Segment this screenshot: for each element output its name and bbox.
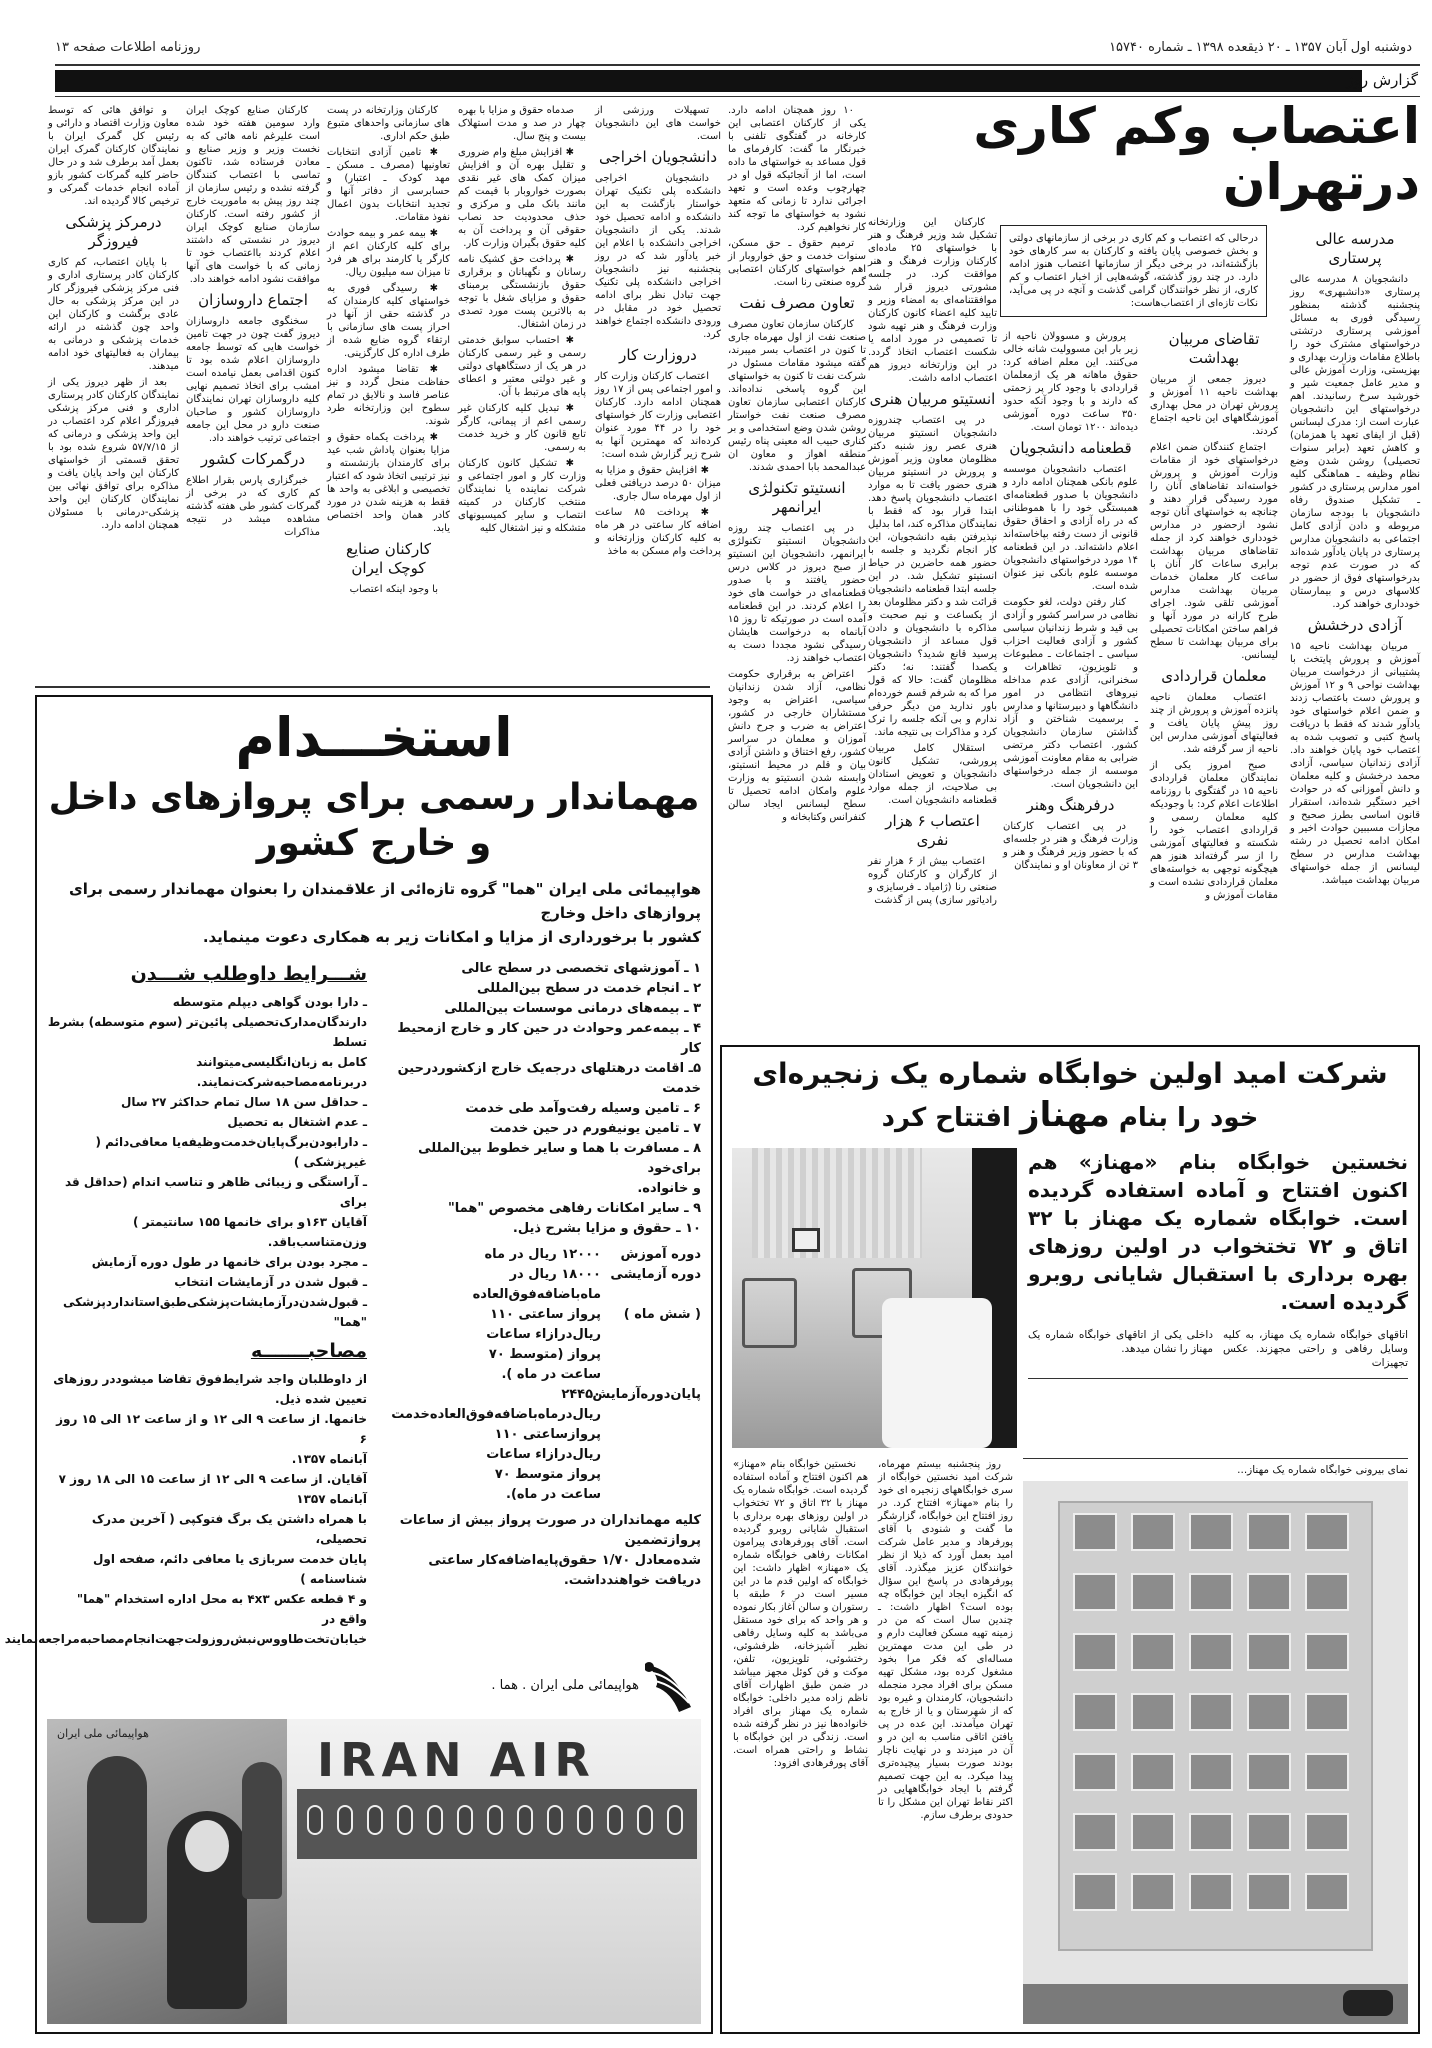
subheading: معلمان قراردادی <box>1161 667 1267 685</box>
article-column <box>1150 325 1278 905</box>
lead-intro-box: درحالی که اعتصاب و کم کاری در برخی از سازمانهای دولتی و بخش خصوصی پایان یافته و کارکنان به سر کارهای خود بازگشته‌اند، در برخی دیگر از سازمانها اعتصاب هنوز ادامه دارد. در چند روز گذشته، گوشه‌هایی از اخبار اعتصاب و کم کاری، از نظر خوانندگان گرامی گذشت و آنچه در پی می‌آید، نکات تازه‌ای از اعتصاب‌هاست: <box>1000 225 1267 317</box>
paragraph: کارکنان این وزارتخانه تشکیل شد وزیر فرهنگ و هنر با خواستهای ۲۵ ماده‌ای کارکنان وزارت فرهنگ و هنر موافقت کرد. در جلسه مشورتی دیروز قرار شد موافقتنامه‌ای به امضاء وزیر و تایید کلیه اعضاء کانون کارکنان وزارت فرهنگ و هنر تهیه شود تا تصمیمی در مورد ادامه یا شکست اعتصاب اتخاذ گردد. در این وزارتخانه دیروز هم اعتصاب ادامه داشت. <box>868 217 997 384</box>
paragraph: ترمیم حقوق ـ حق مسکن، سنوات خدمت و حق خواروبار از اهم خواستهای کارکنان اعتصابی گروه صنعتی رنا است. <box>728 238 866 288</box>
article-column <box>868 216 997 910</box>
hotel-lead-text: نخستین خوابگاه بنام «مهناز» هم اکنون افتتاح و آماده استفاده گردیده است. خوابگاه شماره یک مهناز با ۳۲ اتاق و ۷۲ تختخواب در اولین روزهای بهره برداری با استقبال شایانی روبرو گردیده است. <box>1028 1150 1408 1314</box>
interview-line: خیابان‌تخت‌طاووس‌نبش‌روزولت‌جهت‌انجام‌مصاحبه‌مراجعه‌نمایند <box>4 1632 367 1646</box>
building-window <box>1073 1813 1117 1851</box>
paragraph: دانشجویان ۸ مدرسه عالی پرستاری «دانشبهری» روز پنجشنبه گذشته بمنظور رسیدگی فوری به مسائل آموزشی پرستاری درتشتی درخواستهای مشترک خود را باطلاع مقامات وزارت بهداری و بهزیستی، وزارت آموزش عالی و مدیر عامل جمعیت شیر و خورشید سرخ رسانیدند. اهم درخواستهای این دانشجویان عبارت است از: مدرک لیسانس (قبل از ایفای تعهد یا همزمان) و کاهش تعهد (برابر سنوات تحصیلی) روشن شدن وضع نظام وظیفه ـ هماهنگی کلیه امور مدارس پرستاری در کشور ـ تشکیل صندوق رفاه دانشجویان با بودجه سازمان مربوطه و دادن آزادی کامل اجتماعی به دانشجویان مدارس پرستاری در پایان یادآور شده‌اند که در صورت عدم توجه بدرخواستهای فوق از حضور در کلاسهای درس و بیمارستان خودداری خواهند کرد. <box>1290 274 1420 610</box>
airplane-window <box>547 1805 563 1835</box>
paragraph: ✱ افزایش حقوق و مزایا به میزان ۵۰ درصد دریافتی فعلی از اول مهرماه سال جاری. <box>595 465 721 502</box>
interview-line: آقایان. از ساعت ۹ الی ۱۲ از ساعت ۱۵ الی ۱۸ روز ۷ <box>58 1472 367 1486</box>
paragraph: تسهیلات ورزشی از خواست های این دانشجویان است. <box>595 105 721 142</box>
paragraph: ✱ پرداخت یکماه حقوق و مزایا بعنوان پاداش شب عید برای کارمندان بازنشسته و نیز ترتیبی اتخاذ شود که اعتبار تخصیصی و ابلاغی به واحد ها فقط به هزینه شدن در مورد کادر همان واحد اختصاص یابد. <box>327 432 450 534</box>
building-window <box>1247 1573 1291 1611</box>
salary-row <box>381 1325 701 1345</box>
ad-salary-table <box>381 1245 701 1505</box>
subheading: تقاضای مربیان بهداشت <box>1168 330 1260 367</box>
salary-row <box>381 1245 701 1265</box>
article-column <box>1003 330 1138 875</box>
divider <box>35 686 710 688</box>
salary-value: پرواز ساعتی ۱۱۰ <box>490 1307 601 1322</box>
interview-line: تعیین شده ذیل. <box>275 1392 367 1406</box>
benefit-item: ۷ ـ تامین یونیفورم در حین خدمت <box>489 1121 701 1136</box>
building-window <box>1189 1873 1233 1911</box>
salary-value: ساعت در ماه ). <box>501 1367 601 1382</box>
paragraph: کارکنان وزارتخانه در پست های سازمانی واحدهای متبوع طبق حکم اداری. <box>327 105 450 142</box>
airplane-window <box>457 1805 473 1835</box>
paragraph: در پی اعتصاب کارکنان وزارت فرهنگ و هنر در جلسه‌ای که با حضور وزیر فرهنگ و هنر و ۳ تن از معاونان او و نمایندگان <box>1003 821 1138 871</box>
salary-label <box>601 1425 701 1445</box>
headline-part: خود را بنام <box>1118 1103 1259 1133</box>
airplane-window <box>667 1805 683 1835</box>
headline-part: افتتاح کرد <box>881 1103 1011 1133</box>
salary-row <box>381 1445 701 1465</box>
building-window <box>1073 1873 1117 1911</box>
building-window <box>1073 1633 1117 1671</box>
divider <box>1023 1458 1408 1459</box>
benefit-item: ۱۰ ـ حقوق و مزایا بشرح ذیل. <box>512 1221 701 1236</box>
homa-bird-icon <box>645 1657 701 1713</box>
paragraph: در پی اعتصاب چند روزه دانشجویان انستیتو تکنولژی ایرانمهر، دانشجویان این انستیتو از صبح دیروز در کلاس درس حضور یافتند و با صدور قطعنامه‌ای در خواست های خود را اعلام کردند. در این قطعنامه آمده است در صورتیکه تا روز ۱۵ آبانماه به درخواست هایشان رسیدگی نشود مجددا دست به اعتصاب خواهند زد. <box>728 523 866 664</box>
paragraph: با پایان اعتصاب، کم کاری کارکنان کادر پرستاری اداری و فنی مرکز پزشکی فیروزگر کار در این مرکز پزشکی به حال عادی برگشت و کارکنان این واحد چون گذشته در ارائه خدمات پزشکی و درمانی به بیماران به فعالیتهای خود ادامه میدهند. <box>48 257 179 372</box>
airplane-window <box>307 1805 323 1835</box>
salary-value: پرواز (متوسط ۷۰ <box>488 1347 601 1362</box>
paragraph: ✱ رسیدگی فوری به خواستهای کلیه کارمندان که در گذشته حقی از آنها در احراز پست های سازمانی با ارتقاء گروه ضایع شده از طرف اداره کل کارگزینی. <box>327 283 450 359</box>
interview-line: و ۴ قطعه عکس ۴x۳ به محل اداره استخدام "هما" واقع در <box>76 1592 367 1626</box>
paragraph: ✱ تبدیل کلیه کارکنان غیر رسمی اعم از پیمانی، کارگر تابع قانون کار و خرید خدمت به رسمی. <box>458 403 586 453</box>
hotel-top-row <box>732 1148 1408 1448</box>
paragraph: اعتصاب کارکنان وزارت کار و امور اجتماعی پس از ۱۷ روز همچنان ادامه دارد. کارکنان اعتصابی وزارت کار خواستهای خود را در ۴۴ مورد عنوان کرده‌اند که مهمترین آنها به شرح زیر گزارش شده است: <box>595 371 721 460</box>
building-window <box>1073 1753 1117 1791</box>
salary-label <box>601 1325 701 1345</box>
interview-line: از داوطلبان واجد شرایط‌فوق تقاضا میشوددر روزهای <box>53 1372 367 1386</box>
building-window <box>1305 1513 1349 1551</box>
salary-label: پایان‌دوره‌آزمایش <box>592 1387 701 1402</box>
subheading: درفرهنگ وهنر <box>1026 796 1115 814</box>
article-column <box>327 104 450 599</box>
benefit-item: ۳ ـ بیمه‌های درمانی موسسات بین‌المللی <box>444 1001 701 1016</box>
salary-row <box>381 1265 701 1305</box>
benefit-item: ۵ـ اقامت درهتلهای درجه‌یک خارج ازکشوردرحین خدمت <box>397 1061 701 1096</box>
building-window <box>1305 1573 1349 1611</box>
salary-label <box>601 1345 701 1365</box>
paragraph: ✱ پرداخت ۸۵ ساعت اضافه کار ساعتی در هر ماه به کلیه کارکنان وزارتخانه و پرداخت وام مسکن به ماخذ <box>595 507 721 557</box>
headline-hotel-name: مهناز <box>1020 1095 1110 1135</box>
homa-logo-text: هواپیمائی ملی ایران . هما . <box>491 1677 639 1693</box>
section-label: گزارش روز <box>1346 71 1418 89</box>
paragraph: صبح امروز یکی از نمایندگان معلمان قراردادی ناحیه ۱۵ در گفتگوی با روزنامه اطلاعات اعلام کرد: با وجودیکه کلیه معلمان رسمی و قراردادی اعتصاب خود را شکسته و فعالیتهای آموزشی را از سر گرفته‌اند هنوز هم هیچگونه توجهی به خواسته‌های معلمان قراردادی نشده است و مقامات آموزش و <box>1150 760 1278 901</box>
salary-row <box>381 1485 701 1505</box>
condition-item: ـ آراستگی و زیبائی ظاهر و تناسب اندام (حداقل قد برای <box>64 1175 367 1209</box>
condition-item: دارندگان‌مدارک‌تحصیلی پائین‌تر (سوم متوسطه) بشرط تسلط <box>47 1015 367 1049</box>
subheading: درمرکز پزشکی فیروزگر <box>65 213 162 250</box>
salary-row <box>381 1425 701 1445</box>
article-column <box>48 104 179 535</box>
salary-label: ( شش ماه ) <box>623 1307 701 1322</box>
subheading: دروزارت کار <box>619 346 697 364</box>
condition-item: ـ عدم اشتغال به تحصیل <box>227 1115 367 1129</box>
building-window <box>1131 1873 1175 1911</box>
ad-subtitle: مهماندار رسمی برای پروازهای داخل و خارج کشور <box>48 777 700 864</box>
building-window <box>1073 1513 1117 1551</box>
bed <box>882 1298 992 1448</box>
condition-item: ـ مجرد بودن برای خانمها در طول دوره آزمایش <box>91 1255 367 1269</box>
building-window <box>1131 1633 1175 1671</box>
building-window <box>1189 1693 1233 1731</box>
salary-row <box>381 1345 701 1365</box>
hotel-story-box <box>720 1045 1420 2034</box>
salary-label: دوره آموزش <box>620 1247 701 1262</box>
interview-line: آبانماه ۱۳۵۷. <box>291 1452 367 1466</box>
divider <box>55 64 1420 66</box>
room-photo-caption: داخلی یکی از اتاقهای خوابگاه شماره یک مهناز را نشان میدهد. <box>1028 1329 1213 1355</box>
airplane-window <box>397 1805 413 1835</box>
ad-benefits-column <box>381 959 701 1649</box>
paragraph: دیروز جمعی از مربیان بهداشت ناحیه ۱۱ آموزش و پرورش تهران در محل بهداری آموزشگاههای این ناحیه اجتماع کردند. <box>1150 374 1278 437</box>
article-column <box>595 104 721 561</box>
subheading: آزادی درخشش <box>1307 616 1403 634</box>
building-window <box>1247 1873 1291 1911</box>
paragraph: اعتصاب بیش از ۶ هزار نفر از کارگران و کارکنان گروه صنعتی رنا (ژامیاد ـ فرسایزی و رادیاتور سازی) پس از گذشت <box>868 856 997 906</box>
section-banner <box>55 70 1362 92</box>
room-captions <box>1028 1328 1408 1370</box>
subheading: کارکنان صنایع کوچک ایران <box>346 540 431 577</box>
paragraph: اعتراض به برقراری حکومت نظامی، آزاد شدن زندانیان سیاسی، اعتراض به وجود مستشاران خارجی در کشور، اعتراض به ضرب و جرح دانش آموزان و معلمان در سراسر کشور، رفع اختناق و داشتن آزادی بیان و قلم در محیط انستیتو، وابسته شدن انستیتو به وزارت علوم وامکان ادامه تحصیل تا سطح لیسانس ایجاد سالن کنفرانس وکتابخانه و <box>728 669 866 823</box>
stairway-sign-text: هواپیمائی ملی ایران <box>57 1727 149 1740</box>
building-block <box>1023 1458 1408 2024</box>
paragraph: دانشجویان اخراجی دانشکده پلی تکنیک تهران خواستار بازگشت به این دانشکده و ادامه تحصیل خود شدند. یکی از دانشجویان اخراجی دانشکده با اعلام این خبر یادآور شد که در روز پنجشنبه نیز دانشجویان اخراجی دانشکده پلی تکنیک جهت تبادل نظر برای ادامه تحصیل خود در مقابل در ورودی دانشکده اجتماع خواهند کرد. <box>595 173 721 340</box>
paragraph: ✱ پرداخت حق کشیک نامه رسانان و نگهبانان و برقراری حقوق بازنشستگی برمبنای حقوق و مزایای شغل با توجه به بالاترین پست مورد تصدی در زمان اشتغال. <box>458 254 586 330</box>
subheading: درگمرکات کشور <box>200 450 306 468</box>
article-column <box>458 104 586 538</box>
paragraph: بعد از ظهر دیروز یکی از نمایندگان کارکنان کادر پرستاری اداری و فنی مرکز پزشکی فیروزگر اعلام کرد اعتصاب در این واحد پزشکی و درمانی که از ۵۷/۷/۱۵ شروع شده بود با تحقق قسمتی از خواستهای کارکنان این واحد پایان یافت و مذاکره برای توافق نهائی بین نمایندگان کارکنان این واحد پزشکی-درمانی با مسئولان همچنان ادامه دارد. <box>48 377 179 531</box>
building-window <box>1305 1813 1349 1851</box>
paragraph: کارکنان سازمان تعاون مصرف صنعت نفت از اول مهرماه جاری تا کنون در اعتصاب بسر میبرند، گفته میشود مقامات مسئول در شرکت نفت تا کنون به خواستهای این گروه پاسخی نداده‌اند. کارکنان اعتصابی سازمان تعاون مصرف صنعت نفت خواستار روشن شدن وضع استخدامی و بر کناری حبیب اله معینی پناه رئیس منطقه اهواز و معاون ان عبدالمحمد بابا احمدی شدند. <box>728 319 866 473</box>
article-column <box>728 104 866 827</box>
building-window <box>1131 1693 1175 1731</box>
interview-line: پایان خدمت سربازی یا معافی دائم، صفحه اول شناسنامه ) <box>92 1552 367 1586</box>
airplane-window <box>337 1805 353 1835</box>
building-window <box>1247 1633 1291 1671</box>
condition-item: ـ دارابودن‌برگ‌پایان‌خدمت‌وظیفه‌یا معافی‌دائم ( غیرپزشکی ) <box>95 1135 367 1169</box>
article-column <box>1290 225 1420 890</box>
divider <box>1028 1378 1408 1379</box>
subheading: اجتماع داروسازان <box>198 291 308 309</box>
subheading: اعتصاب ۶ هزار نفری <box>885 812 980 849</box>
ad-title: استخـــدام <box>235 706 513 769</box>
condition-item: ـ حداقل سن ۱۸ سال تمام حداکثر ۲۷ سال <box>120 1095 367 1109</box>
hotel-lead-block <box>1028 1148 1408 1448</box>
hotel-headline-line: شرکت امید اولین خوابگاه شماره یک زنجیره‌ای <box>752 1057 1388 1090</box>
salary-value: ساعت در ماه). <box>506 1487 601 1502</box>
salary-row <box>381 1385 701 1425</box>
pilot-figure <box>87 1756 147 1924</box>
building-window <box>1131 1753 1175 1791</box>
airplane-window <box>427 1805 443 1835</box>
paragraph: ✱ تشکیل کانون کارکنان وزارت کار و امور اجتماعی و شرکت نماینده یا نمایندگان منتخب کارکنان در کمیته انتصاب و سایر کمیسیونهای متشکله و نیز اشتغال کلیه <box>458 458 586 534</box>
hotel-bottom-row <box>732 1458 1408 2024</box>
ad-conditions <box>4 959 367 1649</box>
salary-value: ۱۲۰۰۰ ریال در ماه <box>484 1247 601 1262</box>
salary-value: پرواز متوسط ۷۰ <box>494 1467 601 1482</box>
salary-row <box>381 1365 701 1385</box>
ad-intro-line: کشور با برخورداری از مزایا و امکانات زیر به همکاری دعوت مینماید. <box>202 928 701 946</box>
iran-air-livery-text: IRAN AIR <box>317 1733 596 1787</box>
paragraph: پرورش و مسوولان ناحیه از زیر بار این مسوولیت شانه خالی می‌کنند. این معلم اضافه کرد: حقوق ماهانه هر یک ازمعلمان قراردادی با وجود کار پر زحمتی که دارند و با وجود آنکه حدود ۳۵۰ ساعت دوره آموزشی دیده‌اند ۱۲۰۰ تومان است. <box>1003 331 1138 433</box>
subheading: انستیتو مربیان هنری <box>869 390 996 408</box>
television <box>792 1228 820 1252</box>
overtime-line: شده‌معادل ۱/۷۰ حقوق‌پایه‌اضافه‌کار ساعتی دریافت خواهندداشت. <box>428 1553 701 1588</box>
salary-value: پروازساعتی ۱۱۰ <box>494 1427 601 1442</box>
armchair <box>742 1278 797 1348</box>
salary-label <box>601 1445 701 1465</box>
salary-label <box>601 1365 701 1385</box>
building-window <box>1305 1873 1349 1911</box>
hotel-body-text: روز پنجشنبه بیستم مهرماه، شرکت امید نخستین خوابگاه از سری خوابگاههای زنجیره ای خود را بنام «مهناز» افتتاح کرد. در روز افتتاح این خوابگاه، گزارشگر ما گفت و شنودی با آقای پورفرهاد و مدیر عامل شرکت امید بعمل آورد که ذیلا از نظر خوانندگان عزیز میگذرد. آقای پورفرهادی در پاسخ این سؤال که انگیزه ایجاد این خوابگاه چه بوده است؟ اظهار داشت: ـ چندین سال است که من در زمینه تهیه مسکن فعالیت دارم و در طی این مدت مهمترین مساله‌ای که فکر مرا بخود مشغول کرده بود، مشکل تهیه مسکن برای افراد مجرد منجمله دانشجویان، کارمندان و غیره بود که از شهرستان و یا از خارج به تهران میآمدند. این عده در پی یافتن اتاقی مناسب به این در و آن در میزدند و در نهایت ناچار بودند صورت بسیار پیچیده‌تری پیدا میکرد. به این جهت تصمیم گرفتم با ایجاد خوابگاههایی در اکثر نقاط تهران این مشکل را تا حدودی برطرف سازم. <box>878 1459 1013 1821</box>
fuselage-windows <box>307 1801 697 1841</box>
paragraph: در پی اعتصاب چندروزه دانشجویان انستیتو مربیان هنری عصر روز شنبه دکتر مظلومان معاون وزیر آموزش و پرورش در انستیتو مربیان هنری حضور یافت تا به موارد اعتصاب دانشجویان پاسخ دهد. ابتدا قرار بود که فقط با نمایندگان مذاکره کند، اما بدلیل نپذیرفتن بقیه دانشجویان، این کار انجام نگردید و جلسه با حضور همه حاضرین در حیاط انستیتو تشکیل شد. در این جلسه ابتدا قطعنامه دانشجویان قرائت شد و دکتر مظلومان بعد از یکساعت و نیم صحبت و مذاکره با دانشجویان و دادن قول مساعد از دانشجویان پرسید قانع شدید؟ دانشجویان یکصدا گفتند: نه؛ دکتر مظلومان گفت: حالا که قول مرا که به شرفم قسم خورده‌ام باور ندارید من دیگر حرفی ندارم و بی آنکه جلسه را ترک کرد و مذاکرات بی نتیجه ماند. <box>868 415 997 738</box>
building-window <box>1073 1573 1117 1611</box>
condition-item: ـ قبول‌شدن‌درآزمایشات‌پزشکی‌طبق‌استاندارد‌پزشکی "هما" <box>63 1295 367 1329</box>
benefit-item: ۶ ـ تامین وسیله رفت‌وآمد طی خدمت <box>465 1101 701 1116</box>
interview-title: مصاحبـــــــه <box>250 1340 367 1362</box>
condition-item: کامل به زبان‌انگلیسی‌میتوانند دربرنامه‌مصاحبه‌شرکت‌نمایند. <box>196 1055 367 1089</box>
salary-value: ۲۴۴۵۰ ریال‌درماه‌باضافه‌فوق‌العاده‌خدمت <box>391 1387 601 1422</box>
condition-item: ـ دارا بودن گواهی دیپلم متوسطه <box>172 995 367 1009</box>
paragraph: کارکنان صنایع کوچک ایران وارد سومین هفته خود شده است علیرغم نامه هائی که به نخست وزیر و وزیر صنایع و معادن فرستاده شد، تاکنون تماسی با اعتصاب کنندگان گرفته نشده و رئیس سازمان از چند روز پیش به ماموریت خارج از کشور رفته است. کارکنان سازمان صنایع کوچک ایران دیروز در نشستی که داشتند اعلام کردند بااعتصاب خود تا زمانی که با خواست های آنها موافقت نشود ادامه خواهند داد. <box>186 105 320 285</box>
subheading: مدرسه عالی پرستاری <box>1315 230 1395 267</box>
salary-label <box>601 1465 701 1485</box>
subheading: قطعنامه دانشجویان <box>1009 439 1132 457</box>
hotel-building-photo <box>1023 1481 1408 2024</box>
salary-value: ریال‌درازاء ساعات <box>486 1447 601 1462</box>
paragraph: اجتماع کنندگان ضمن اعلام درخواستهای خود از مقامات وزارت آموزش و پرورش خواسته‌اند تقاضاهای آنان را مورد رسیدگی قرار دهند و چنانچه به خواستهای آنان توجه نشود ازحضور در مدارس خودداری خواهند کرد از جمله تقاضاهای مربیان بهداشت برابری ساعات کار آنان با ساعت کار معلمان خدمات مربیان بهداشت مدارس آموزشی تلقی شود. اجرای طرح کارانه در مورد آنها و فراهم ساختن امکانات تحصیلی برای مربیان بهداشت تا سطح لیسانس. <box>1150 442 1278 661</box>
paragraph: ۱۰ روز همچنان ادامه دارد. یکی از کارکنان اعتصابی این کارخانه در گفتگوی تلفنی با خبرنگار ما گفت: کارفرمای ما قول مساعد به خواستهای ما داده است، اما از آنجائیکه قول او در چهارچوب وعده است و تعهد اجرائی ندارد تا زمانی که متعهد نشود به خواستهای ما توجه کند کار نخواهیم کرد. <box>728 105 866 233</box>
benefit-item: ۴ ـ بیمه‌عمر وحوادث در حین کار و خارج ازمحیط کار <box>397 1021 701 1056</box>
room-photo-caption: اتاقهای خوابگاه شماره یک مهناز، به کلیه وسایل رفاهی و راحتی مجهزند. عکس تجهیزات <box>1223 1329 1408 1369</box>
building-window <box>1189 1633 1233 1671</box>
building-window <box>1247 1513 1291 1551</box>
hotel-body-text: نخستین خوابگاه بنام «مهناز» هم اکنون افتتاح و آماده استفاده گردیده است. خوابگاه شماره یک مهناز با ۳۲ اتاق و ۷۲ تختخواب در اولین روزهای بهره برداری با استقبال شایانی روبرو گردیده است. آقای پورفرهادی پیرامون امکانات رفاهی خوابگاه شماره یک «مهناز» اظهار داشت: این خوابگاه که اولین قدم ما در این مسیر است در ۶ طبقه با رستوران و سالن آغاز بکار نموده و هر واحد که برای خود مستقل می‌باشد به کلیه وسایل رفاهی نظیر آشپزخانه، ظرفشوئی، رختشوئی، تلویزیون، تلفن، موکت و فن کوئل مجهز میباشد در ضمن طبق اظهارات آقای ناظم زاده مدیر داخلی: خوابگاه شماره یک مهناز برای افراد خانواده‌ها نیز در نظر گرفته شده است. زندگی در این خوابگاه با نشاط و راحتی همراه است. آقای پورفرهادی افزود: <box>733 1459 869 1769</box>
interview-line: آبانماه ۱۳۵۷ <box>296 1492 367 1506</box>
paragraph: خبرگزاری پارس بقرار اطلاع کم کاری که در برخی از گمرکات کشور طی هفته گذشته مشاهده میشد در نتیجه مذاکرات <box>186 475 320 538</box>
homa-logo <box>47 1657 701 1713</box>
ad-benefits-list <box>381 959 701 1239</box>
paragraph: اعتصاب معلمان ناحیه پانزده آموزش و پرورش از چند روز پیش پایان یافت و فعالیتهای آموزشی مدارس این ناحیه از سر گرفته شد. <box>1150 692 1278 755</box>
paragraph: ✱ بیمه عمر و بیمه حوادث برای کلیه کارکنان اعم از کارگر یا کارمند برای هر فرد تا میزان سه میلیون ریال. <box>327 228 450 278</box>
salary-label: دوره آزمایشی <box>610 1267 701 1282</box>
building-window <box>1247 1813 1291 1851</box>
ad-intro-line: هواپیمائی ملی ایران "هما" گروه تازه‌ائی از علاقمندان را بعنوان مهماندار رسمی برای پروازهای داخل وخارج <box>69 880 701 922</box>
condition-item: آقایان ۱۶۳و برای خانمها ۱۵۵ سانتیمتر ) وزن‌متناسب‌باقد. <box>133 1215 367 1249</box>
salary-label <box>601 1485 701 1505</box>
conditions-title: شـــرایط داوطلب شـــدن <box>130 963 367 985</box>
paragraph: مربیان بهداشت ناحیه ۱۵ آموزش و پرورش پایتخت با پشتیبانی از درخواست مربیان بهداشت نواحی ۹ و ۱۲ آموزش و پرورش دست باعتصاب زدند و ضمن اعلام خواستهای خود یادآور شدند که فقط با دریافت پاسخ کتبی و تصویب شده به اعتصاب خود پایان خواهند داد. آزادی زندانیان سیاسی، آزادی محمد درخشش و کلیه معلمان و دانش آموزانی که در حوادث اخیر دستگیر شده‌اند، استقرار قانون اساسی بطرز صحیح و مجازات مسببین حوادث اخیر و امکان ادامه تحصیل در رشته بهداشت مدارس در سطح لیسانس از جمله خواستهای مربیان بهداشت میباشد. <box>1290 641 1420 886</box>
paragraph: و توافق هائی که توسط معاون وزارت اقتصاد و دارائی و رئیس کل گمرک ایران با نمایندگان کارکنان گمرک ایران بعمل آمد برطرف شد و در حال حاضر کلیه گمرکات کشور بازو آماده انجام خدمات گمرکی و ترخیص کالا گردیده اند. <box>48 105 179 207</box>
benefit-item: ۱ ـ آموزشهای تخصصی در سطح عالی <box>461 961 701 976</box>
subheading: دانشجویان اخراجی <box>598 148 718 166</box>
subheading: تعاون مصرف نفت <box>739 294 855 312</box>
ad-overtime-note <box>381 1511 701 1591</box>
salary-row <box>381 1465 701 1485</box>
airplane-window <box>517 1805 533 1835</box>
airplane-window <box>577 1805 593 1835</box>
paragraph: سخنگوی جامعه داروسازان دیروز گفت چون در جهت تامین خواست هایی که توسط جامعه داروسازان اعلام شده بود تا کنون اقدامی بعمل نیامده است امشب برای اتخاذ تصمیم نهایی کلیه داروسازان تهران نمایندگان داروسازان کشور و صاحبان صنعت دارو در محل این جامعه اجتماعی ترتیب خواهند داد. <box>186 316 320 444</box>
flight-attendant-face <box>185 1820 229 1872</box>
hotel-body-column <box>733 1458 868 2024</box>
building-window <box>1073 1693 1117 1731</box>
curtain <box>752 1148 922 1258</box>
paragraph: استقلال کامل مربیان پرورشی، تشکیل کانون دانشجویان و تعویض استادان بی صلاحیت، از جمله موارد قطعنامه دانشجویان است. <box>868 743 997 806</box>
hotel-body-column <box>878 1458 1013 2024</box>
building-window <box>1131 1573 1175 1611</box>
building-window <box>1131 1813 1175 1851</box>
benefit-item: ۲ ـ انجام خدمت در سطح بین‌المللی <box>476 981 701 996</box>
ad-body <box>4 959 701 1649</box>
lead-headline: اعتصاب وکم کاری درتهران <box>973 97 1420 211</box>
overtime-line: کلیه مهمانداران در صورت پرواز بیش از ساعات پروازتضمین <box>399 1513 701 1548</box>
salary-value: ریال‌درازاء ساعات <box>486 1327 601 1342</box>
benefit-item: ۸ ـ مسافرت با هما و سایر خطوط بین‌المللی برای‌خود <box>418 1141 701 1176</box>
building-window <box>1305 1753 1349 1791</box>
iranair-ad-box <box>4 695 713 2034</box>
pilot-figure <box>242 1762 282 1899</box>
paragraph: ✱ افزایش مبلغ وام ضروری و تقلیل بهره آن و افزایش میزان کمک های غیر نقدی بصورت خواروبار با قیمت کم مانند بانک ملی و مرکزی و حذف محدودیت حد نصاب حقوقی آن و پرداخت آن به کلیه حقوق بگیران وزارت کار. <box>458 147 586 249</box>
building-windows <box>1073 1513 1363 1943</box>
paragraph: با وجود اینکه اعتصاب <box>349 584 438 595</box>
building-window <box>1189 1813 1233 1851</box>
hotel-room-photo <box>732 1148 1016 1448</box>
paragraph: کنار رفتن دولت، لغو حکومت نظامی در سراسر کشور و آزادی بی قید و شرط زندانیان سیاسی کشور و آزادی فعالیت احزاب سیاسی ـ اجتماعات ـ مطبوعات و تلویزیون، تظاهرات و سخنرانی، آزادی عدم مداخله نیروهای انتظامی در امور دانشگاهها و دبیرستانها و مدارس ـ برسمیت شناختن و آزاد گذاشتن سازمان دانشجویان کشور. اعتصاب دکتر مرتضی ضرابی به مقام معاونت آموزشی موسسه از جمله درخواستهای این دانشجویان است. <box>1003 597 1138 790</box>
article-column <box>186 104 320 542</box>
building-window <box>1189 1753 1233 1791</box>
airplane-window <box>487 1805 503 1835</box>
paragraph: اعتصاب دانشجویان موسسه علوم بانکی همچنان ادامه دارد و دانشجویان با صدور قطعنامه‌ای همبستگی خود را با هموطنانی که در راه آزادی و احقاق حقوق قانونی از دست رفته بپاخاسته‌اند اعلام داشته‌اند. در این قطعنامه ۱۴ مورد درخواستهای دانشجویان موسسه علوم بانکی نیز عنوان شده است. <box>1003 464 1138 592</box>
interview-line: با همراه داشتن یک برگ فتوکپی ( آخرین مدرک تحصیلی، <box>91 1512 367 1546</box>
iranair-crew-photo <box>47 1719 701 2024</box>
benefit-item: ۹ ـ سایر امکانات رفاهی مخصوص "هما" <box>447 1201 701 1216</box>
salary-value: ۱۸۰۰۰ ریال در ماه‌باضافه‌فوق‌العاده <box>472 1267 601 1302</box>
paragraph: ✱ تامین آزادی انتخابات تعاونیها (مصرف ـ مسکن ـ مهد کودک ـ اعتبار) و حسابرسی از دفاتر آنها و تجدید انتخابات بدون اعمال نفوذ مقامات. <box>327 147 450 223</box>
airplane-window <box>607 1805 623 1835</box>
building-window <box>1247 1753 1291 1791</box>
building-window <box>1189 1513 1233 1551</box>
subheading: انستیتو تکنولژی ایرانمهر <box>748 479 846 516</box>
date-line: دوشنبه اول آبان ۱۳۵۷ ـ ۲۰ ذیقعده ۱۳۹۸ ـ شماره ۱۵۷۴۰ <box>1109 40 1412 55</box>
salary-row <box>381 1305 701 1325</box>
building-photo-caption: نمای بیرونی خوابگاه شماره یک مهناز... <box>1237 1464 1408 1476</box>
paper-page-number: روزنامه اطلاعات صفحه ۱۳ <box>55 40 201 55</box>
building-window <box>1247 1693 1291 1731</box>
benefit-item: و خانواده. <box>637 1181 701 1196</box>
car <box>1343 1990 1393 2016</box>
paragraph: ✱ تقاضا میشود اداره حفاظت منحل گردد و نیز عناصر فاسد و نالایق در تمام سطوح این وزارتخانه طرد شوند. <box>327 364 450 427</box>
building-window <box>1189 1573 1233 1611</box>
building-window <box>1305 1633 1349 1671</box>
building-window <box>1305 1693 1349 1731</box>
airplane-window <box>637 1805 653 1835</box>
paragraph: صدماه حقوق و مزایا با بهره چهار در صد و مدت استهلاک بیست و پنج سال. <box>458 105 586 142</box>
hotel-headline-line <box>732 1093 1408 1140</box>
building-window <box>1131 1513 1175 1551</box>
paragraph: ✱ احتساب سوابق خدمتی رسمی و غیر رسمی کارکنان در هر یک از دستگاههای دولتی و غیر دولتی معتبر و اعطای پایه های مرتبط با آن. <box>458 335 586 398</box>
airplane-window <box>367 1805 383 1835</box>
condition-item: ـ قبول شدن در آزمایشات انتخاب <box>174 1275 367 1289</box>
interview-line: خانمها. از ساعت ۹ الی ۱۲ و از ساعت ۱۲ الی ۱۵ روز ۶ <box>56 1412 367 1446</box>
